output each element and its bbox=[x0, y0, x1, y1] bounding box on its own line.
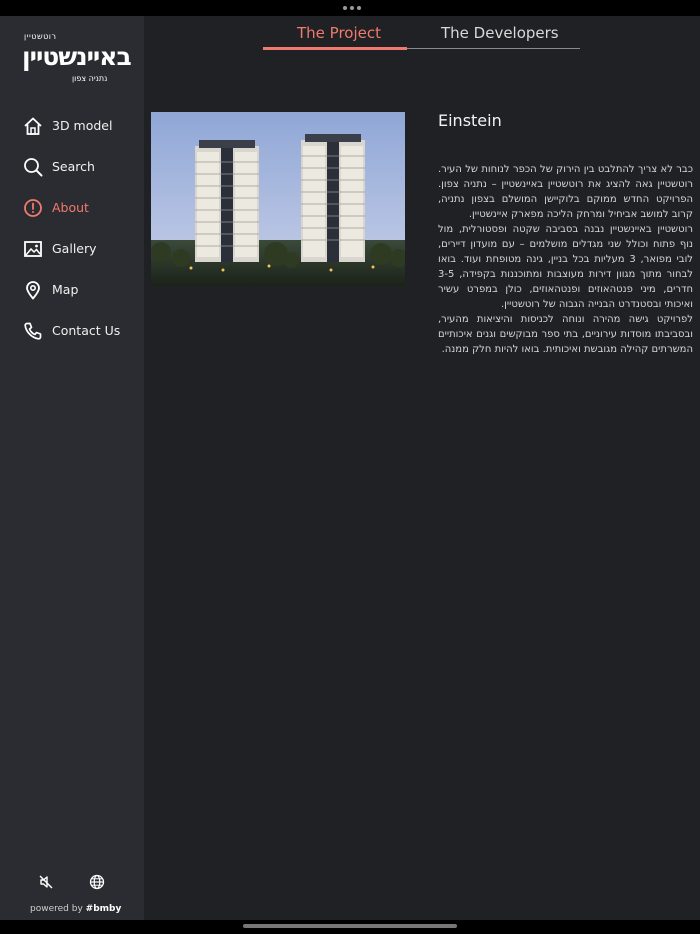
sidebar-item-label: Search bbox=[52, 159, 95, 174]
logo-bottom-text: נתניה צפון bbox=[72, 74, 108, 83]
tab-active-indicator bbox=[263, 47, 407, 50]
sidebar-item-label: Gallery bbox=[52, 241, 97, 256]
logo-top-text: רוטשטיין bbox=[24, 32, 57, 41]
sidebar-item-label: 3D model bbox=[52, 118, 113, 133]
sound-off-icon[interactable] bbox=[38, 874, 54, 890]
sidebar-item-contact-us[interactable] bbox=[0, 311, 144, 352]
home-indicator[interactable] bbox=[243, 924, 457, 928]
tab-the-developers[interactable]: The Developers bbox=[441, 24, 559, 42]
map-pin-icon bbox=[23, 280, 43, 300]
powered-by bbox=[30, 904, 121, 914]
home-icon bbox=[23, 116, 43, 136]
globe-icon[interactable] bbox=[89, 874, 105, 890]
logo-main-text: באיינשטיין bbox=[22, 42, 131, 71]
info-icon bbox=[23, 198, 43, 218]
logo bbox=[22, 32, 131, 86]
description-paragraph: כבר לא צריך להתלבט בין הירוק של הכפר לנוחות של העיר. רוטשטיין גאה להציג את רוטשטיין באיינשטיין – נתניה צפון. הפרויקט החדש ממוקם בלוקיישן המושלם בצפון נתניה, קרוב למושב אביחיל ומרחק הליכה מפארק איינשטיין. bbox=[438, 164, 693, 220]
sidebar-item-label: Map bbox=[52, 282, 79, 297]
project-photo bbox=[151, 112, 405, 286]
multitask-dots[interactable] bbox=[343, 6, 361, 10]
sidebar-item-map[interactable] bbox=[0, 270, 144, 311]
tab-the-project[interactable]: The Project bbox=[297, 24, 381, 42]
search-icon bbox=[23, 157, 43, 177]
sidebar-item-label: About bbox=[52, 200, 89, 215]
project-description bbox=[438, 162, 693, 357]
project-title: Einstein bbox=[438, 111, 502, 130]
phone-icon bbox=[23, 321, 43, 341]
sidebar-nav bbox=[0, 106, 144, 352]
tab-bar bbox=[263, 16, 580, 50]
sidebar bbox=[0, 16, 144, 920]
powered-by-prefix: powered by bbox=[30, 904, 83, 914]
sidebar-item-about[interactable] bbox=[0, 188, 144, 229]
description-paragraph: לפרויקט גישה מהירה ונוחה לכניסות והיציאות מהעיר, ובסביבתו מוסדות עירוניים, בתי ספר מבוקשים וגנים איכותיים המשרתים קהילה מגובשת ואיכותית. בואו להיות חלק ממנה. bbox=[438, 314, 693, 355]
sidebar-item-label: Contact Us bbox=[52, 323, 121, 338]
towers-illustration bbox=[151, 112, 405, 286]
description-paragraph: רוטשטיין באיינשטיין נבנה בסביבה שקטה ופסטורלית, מול נוף פתוח וכולל שני מגדלים מושלמים – עם מועדון דיירים, לובי מפואר, 3 מעליות בכל בניין, גינה מטופחת ועוד. בואו לבחור מתוך מגוון דירות מעוצבות ומתוכננות בקפידה, 3-5 חדרים, מיני פנטהאוזים ופנטהאוזים, כולן במפרט עשיר ואיכותי ובסטנדרט הבנייה הגבוה של רוטשטיין. bbox=[438, 224, 693, 310]
sidebar-item-gallery[interactable] bbox=[0, 229, 144, 270]
powered-by-brand[interactable]: #bmby bbox=[85, 904, 122, 914]
gallery-icon bbox=[23, 239, 43, 259]
sidebar-item-3d-model[interactable] bbox=[0, 106, 144, 147]
home-indicator-bar bbox=[0, 920, 700, 934]
status-bar bbox=[0, 0, 700, 16]
sidebar-item-search[interactable] bbox=[0, 147, 144, 188]
